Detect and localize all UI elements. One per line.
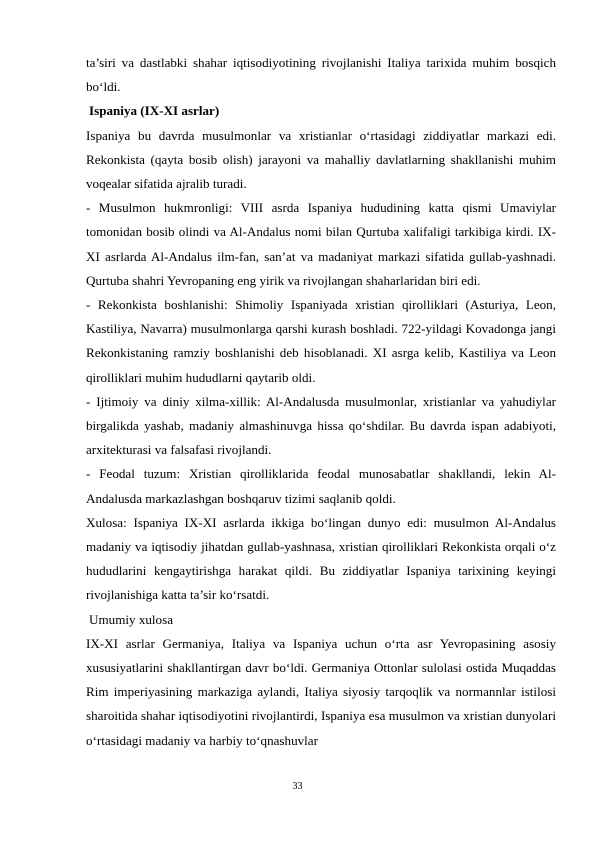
- paragraph-italy-conclusion: ta’siri va dastlabki shahar iqtisodiyotining rivojlanishi Italiya tarixida muhim bosqich bo‘ldi.: [86, 55, 556, 95]
- heading-general-conclusion: Umumiy xulosa: [89, 611, 174, 627]
- paragraph-spain-conclusion: Xulosa: Ispaniya IX-XI asrlarda ikkiga bo‘lingan dunyo edi: musulmon Al-Andalus madaniy va iqtisodiy jihatdan gullab-yashnasa, xristian qirolliklari Rekonkista orqali o‘z hududlarini kengaytirishga harakat qildi. Bu ziddiyatlar Ispaniya tarixining keyingi rivojlanishiga katta ta’sir ko‘rsatdi.: [86, 514, 556, 603]
- paragraph-spain-intro: Ispaniya bu davrda musulmonlar va xristianlar o‘rtasidagi ziddiyatlar markazi edi. Rekonkista (qayta bosib olish) jarayoni va mahalliy davlatlarning shakllanishi muhim voqealar sifatida ajralib turadi.: [86, 127, 556, 192]
- heading-spain: Ispaniya (IX-XI asrlar): [89, 103, 220, 119]
- page-number: 33: [292, 781, 303, 792]
- paragraph-general-conclusion: IX-XI asrlar Germaniya, Italiya va Ispaniya uchun o‘rta asr Yevropasining asosiy xususiyatlarini shakllantirgan davr bo‘ldi. Germaniya Ottonlar sulolasi ostida Muqaddas Rim imperiyasining markaziga aylandi, Italiya siyosiy tarqoqlik va normannlar istilosi sharoitida shahar iqtisodiyotini rivojlantirdi, Ispaniya esa musulmon va xristian dunyolari o‘rtasidagi madaniy va harbiy to‘qnashuvlar: [86, 635, 556, 748]
- document-body: [86, 51, 556, 753]
- paragraph-social-diversity: - Ijtimoiy va diniy xilma-xillik: Al-Andalusda musulmonlar, xristianlar va yahudiylar birgalikda yashab, madaniy almashinuvga hissa qo‘shdilar. Bu davrda ispan adabiyoti, arxitekturasi va falsafasi rivojlandi.: [86, 393, 556, 458]
- paragraph-reconquista: - Rekonkista boshlanishi: Shimoliy Ispaniyada xristian qirolliklari (Asturiya, Leon, Kastiliya, Navarra) musulmonlarga qarshi kurash boshladi. 722-yildagi Kovadonga jangi Rekonkistaning ramziy boshlanishi deb hisoblanadi. XI asrga kelib, Kastiliya va Leon qirolliklari muhim hududlarni qaytarib oldi.: [86, 297, 556, 385]
- paragraph-muslim-rule: - Musulmon hukmronligi: VIII asrda Ispaniya hududining katta qismi Umaviylar tomonidan bosib olindi va Al-Andalus nomi bilan Qurtuba xalifaligi tarkibiga kirdi. IX-XI asrlarda Al-Andalus ilm-fan, san’at va madaniyat markazi sifatida gullab-yashnadi. Qurtuba shahri Yevropaning eng yirik va rivojlangan shaharlaridan biri edi.: [86, 200, 556, 288]
- paragraph-feudal-system: - Feodal tuzum: Xristian qirolliklarida feodal munosabatlar shakllandi, lekin Al-Andalusda markazlashgan boshqaruv tizimi saqlanib qoldi.: [86, 466, 556, 506]
